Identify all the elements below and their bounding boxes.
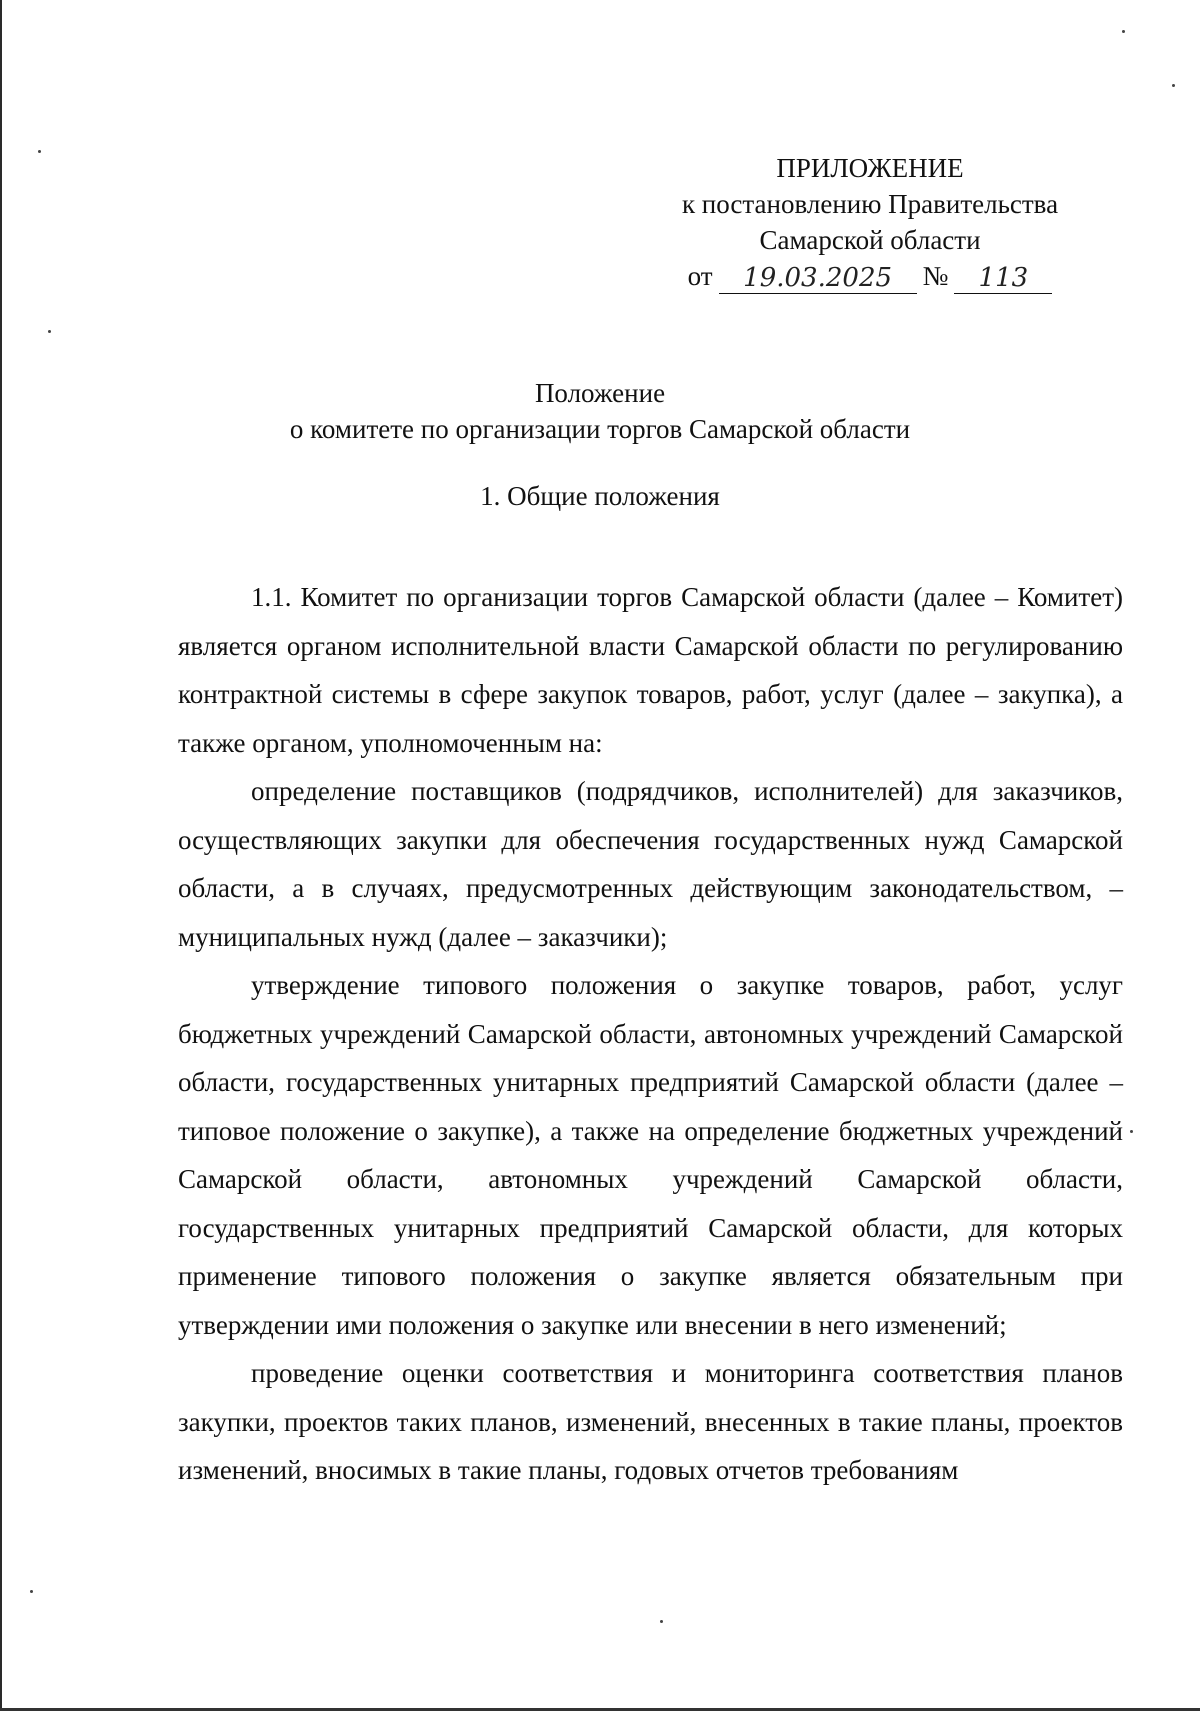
appendix-header [640,150,1100,294]
scan-speck [1172,84,1175,87]
scan-speck [1122,30,1125,33]
document-title: Положение [534,378,666,408]
appendix-region-line: Самарской области [759,225,981,255]
scan-speck [660,1620,663,1623]
appendix-resolution-line: к постановлению Правительства [681,189,1059,219]
document-body [178,573,1123,1495]
number-sign: № [922,261,949,291]
handwritten-date: 19.03.2025 [719,263,917,294]
scan-speck [48,330,51,333]
paragraph-1-1: 1.1. Комитет по организации торгов Самарской области (далее – Комитет) является органом исполнительной власти Самарской области по регулированию контрактной системы в сфере закупок товаров, работ, услуг (далее – закупка), а также органом, уполномоченным на: [178,582,1123,758]
paragraph-suppliers: определение поставщиков (подрядчиков, исполнителей) для заказчиков, осуществляющих закупки для обеспечения государственных нужд Самарской области, а в случаях, предусмотренных действующим законодательством, – муниципальных нужд (далее – заказчики); [178,776,1123,952]
handwritten-number: 113 [954,263,1052,294]
paragraph-typical-regulation: утверждение типового положения о закупке товаров, работ, услуг бюджетных учреждений Самарской области, автономных учреждений Самарской области, государственных унитарных предприятий Самарской области (далее – типовое положение о закупке), а также на определение бюджетных учреждений Самарской области, автономных учреждений Самарской области, государственных унитарных предприятий Самарской области, для которых применение типового положения о закупке является обязательным при утверждении ими положения о закупке или внесении в него изменений; [178,970,1123,1340]
appendix-title: ПРИЛОЖЕНИЕ [776,153,964,183]
paragraph-assessment: проведение оценки соответствия и мониторинга соответствия планов закупки, проектов таких планов, изменений, внесенных в такие планы, проектов изменений, вносимых в такие планы, годовых отчетов требованиям [178,1358,1123,1485]
section-heading: 1. Общие положения [480,481,720,511]
scan-left-edge [0,0,2,1711]
date-prefix: от [687,261,713,291]
scan-speck [30,1590,33,1593]
appendix-date-line [640,258,1100,294]
document-subtitle: о комитете по организации торгов Самарской области [289,414,911,444]
scan-speck [1130,1130,1133,1133]
scan-speck [38,150,41,153]
